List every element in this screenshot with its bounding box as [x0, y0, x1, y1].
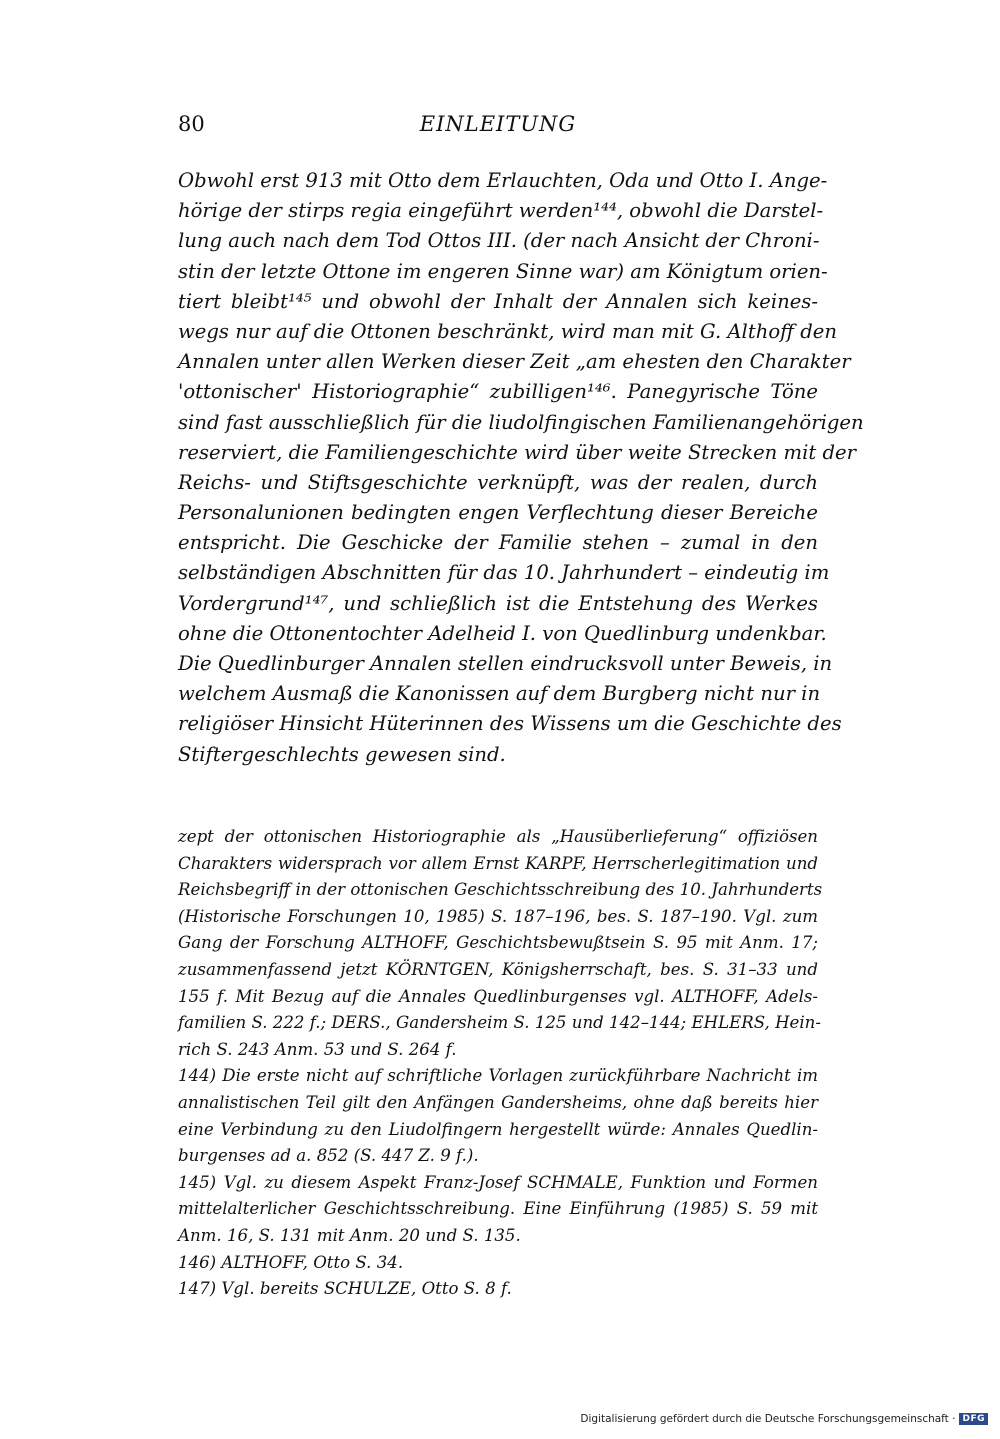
running-head: EINLEITUNG	[419, 112, 577, 136]
footnote-line: familien S. 222 f.; DERS., Gandersheim S. 125 und 142–144; EHLERS, Hein-	[178, 1013, 821, 1033]
body-line: lung auch nach dem Tod Ottos III. (der nach Ansicht der Chroni-	[178, 229, 820, 253]
footnote-line: zusammenfassend jetzt KÖRNTGEN, Königsherrschaft, bes. S. 31–33 und	[178, 959, 818, 979]
footnote-line: Anm. 16, S. 131 mit Anm. 20 und S. 135.	[178, 1225, 521, 1245]
footnote-line: annalistischen Teil gilt den Anfängen Gandersheims, ohne daß bereits hier	[178, 1092, 818, 1112]
page-number: 80	[178, 112, 205, 136]
footnote-146: 146) ALTHOFF, Otto S. 34.	[178, 1252, 404, 1272]
footnote-145: 145) Vgl. zu diesem Aspekt Franz-Josef SCHMALE, Funktion und Formen	[178, 1172, 818, 1192]
footnote-line: Charakters widersprach vor allem Ernst KARPF, Herrscherlegitimation und	[178, 853, 818, 873]
body-line: reserviert, die Familiengeschichte wird über weite Strecken mit der	[178, 440, 856, 464]
footer-text: Digitalisierung gefördert durch die Deutsche Forschungsgemeinschaft ·	[580, 1413, 956, 1425]
body-line: Stiftergeschlechts gewesen sind.	[178, 742, 506, 766]
footnote-line: Gang der Forschung ALTHOFF, Geschichtsbewußtsein S. 95 mit Anm. 17;	[178, 933, 818, 953]
body-line: sind fast ausschließlich für die liudolfingischen Familienangehörigen	[178, 410, 864, 434]
footnote-line: (Historische Forschungen 10, 1985) S. 187–196, bes. S. 187–190. Vgl. zum	[178, 906, 818, 926]
main-text	[178, 166, 864, 770]
body-line: entspricht. Die Geschicke der Familie stehen – zumal in den	[178, 531, 818, 555]
body-line: 'ottonischer' Historiographie“ zubilligen¹⁴⁶. Panegyrische Töne	[178, 380, 818, 404]
body-line: Obwohl erst 913 mit Otto dem Erlauchten, Oda und Otto I. Ange-	[178, 169, 828, 192]
footnotes	[178, 824, 823, 1303]
body-line: Vordergrund¹⁴⁷, und schließlich ist die Entstehung des Werkes	[178, 591, 818, 615]
body-line: hörige der stirps regia eingeführt werden¹⁴⁴, obwohl die Darstel-	[178, 199, 824, 223]
body-line: ohne die Ottonentochter Adelheid I. von Quedlinburg undenkbar.	[178, 621, 827, 645]
body-line: tiert bleibt¹⁴⁵ und obwohl der Inhalt der Annalen sich keines-	[178, 289, 818, 313]
dfg-logo: DFG	[959, 1413, 988, 1425]
footnote-line: zept der ottonischen Historiographie als „Hausüberlieferung“ offiziösen	[178, 827, 818, 846]
footnote-line: burgenses ad a. 852 (S. 447 Z. 9 f.).	[178, 1146, 479, 1166]
page-header	[178, 112, 818, 144]
footnote-line: rich S. 243 Anm. 53 und S. 264 f.	[178, 1039, 457, 1059]
body-line: stin der letzte Ottone im engeren Sinne war) am Königtum orien-	[178, 259, 828, 283]
footnote-line: Reichsbegriff in der ottonischen Geschichtsschreibung des 10. Jahrhunderts	[178, 880, 823, 900]
footnote-144: 144) Die erste nicht auf schriftliche Vorlagen zurückführbare Nachricht im	[178, 1066, 818, 1086]
body-line: selbständigen Abschnitten für das 10. Jahrhundert – eindeutig im	[178, 561, 830, 585]
body-line: Annalen unter allen Werken dieser Zeit „am ehesten den Charakter	[178, 350, 851, 374]
body-line: wegs nur auf die Ottonen beschränkt, wird man mit G. Althoff den	[178, 319, 837, 343]
body-line: Die Quedlinburger Annalen stellen eindrucksvoll unter Beweis, in	[178, 652, 833, 675]
body-line: Reichs- und Stiftsgeschichte verknüpft, was der realen, durch	[178, 470, 818, 494]
footnote-line: 155 f. Mit Bezug auf die Annales Quedlinburgenses vgl. ALTHOFF, Adels-	[178, 986, 818, 1006]
body-line: Personalunionen bedingten engen Verflechtung dieser Bereiche	[178, 501, 818, 525]
footnote-line: eine Verbindung zu den Liudolfingern hergestellt würde: Annales Quedlin-	[178, 1119, 818, 1139]
body-line: welchem Ausmaß die Kanonissen auf dem Burgberg nicht nur in	[178, 682, 821, 706]
digitization-footer	[580, 1411, 988, 1427]
body-line: religiöser Hinsicht Hüterinnen des Wissens um die Geschichte des	[178, 712, 842, 736]
footnote-147: 147) Vgl. bereits SCHULZE, Otto S. 8 f.	[178, 1279, 512, 1299]
footnote-line: mittelalterlicher Geschichtsschreibung. Eine Einführung (1985) S. 59 mit	[178, 1199, 818, 1219]
